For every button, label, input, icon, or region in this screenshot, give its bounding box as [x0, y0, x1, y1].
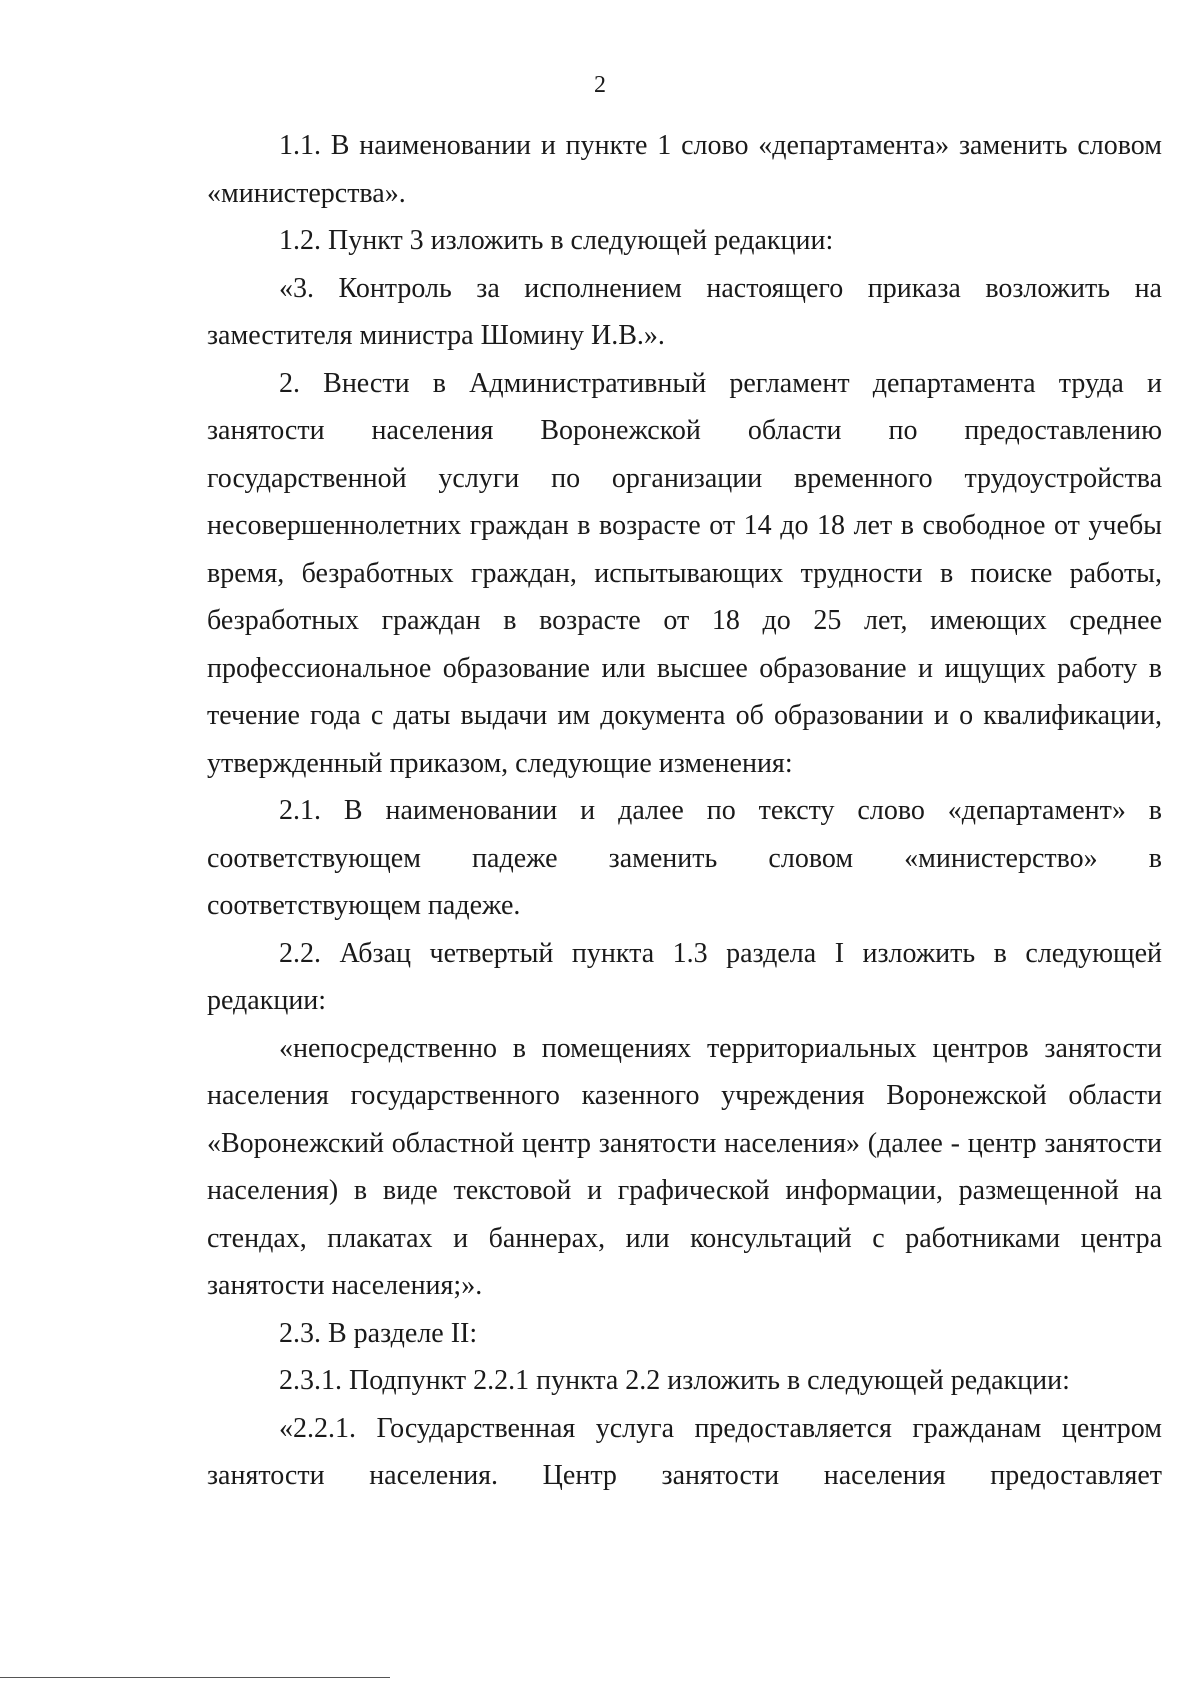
paragraph-2: 2. Внести в Административный регламент департамента труда и занятости населения Воронежской области по предоставлению государственной услуги по организации временного трудоустройства несовершеннолетних граждан в возрасте от 14 до 18 лет в свободное от учебы время, безработных граждан, испытывающих трудности в поиске работы, безработных граждан в возрасте от 18 до 25 лет, имеющих среднее профессиональное образование или высшее образование и ищущих работу в течение года с даты выдачи им документа об образовании и о квалификации, утвержденный приказом, следующие изменения: [207, 367, 1162, 779]
paragraph-1-2: 1.2. Пункт 3 изложить в следующей редакции: [279, 225, 834, 256]
paragraph-2-3-1: 2.3.1. Подпункт 2.2.1 пункта 2.2 изложить в следующей редакции: [279, 1365, 1070, 1396]
paragraph-quote-2-2-1: «2.2.1. Государственная услуга предоставляется гражданам центром занятости населения. Центр занятости населения предоставляет [207, 1412, 1162, 1491]
page-number: 2 [594, 72, 606, 98]
paragraph-2-1: 2.1. В наименовании и далее по тексту слово «департамент» в соответствующем падеже заменить словом «министерство» в соответствующем падеже. [207, 795, 1162, 921]
paragraph-quote-3: «3. Контроль за исполнением настоящего приказа возложить на заместителя министра Шомину И.В.». [207, 272, 1162, 351]
paragraph-2-3: 2.3. В разделе II: [279, 1317, 478, 1349]
scan-edge-line [0, 1677, 390, 1678]
paragraph-2-2: 2.2. Абзац четвертый пункта 1.3 раздела I изложить в следующей редакции: [207, 937, 1162, 1016]
paragraph-1-1: 1.1. В наименовании и пункте 1 слово «департамента» заменить словом «министерства». [207, 130, 1162, 209]
document-body [207, 122, 1162, 1500]
paragraph-quote-1-3: «непосредственно в помещениях территориальных центров занятости населения государственного казенного учреждения Воронежской области «Воронежский областной центр занятости населения» (далее - центр занятости населения) в виде текстовой и графической информации, размещенной на стендах, плакатах и баннерах, или консультаций с работниками центра занятости населения;». [207, 1032, 1162, 1301]
